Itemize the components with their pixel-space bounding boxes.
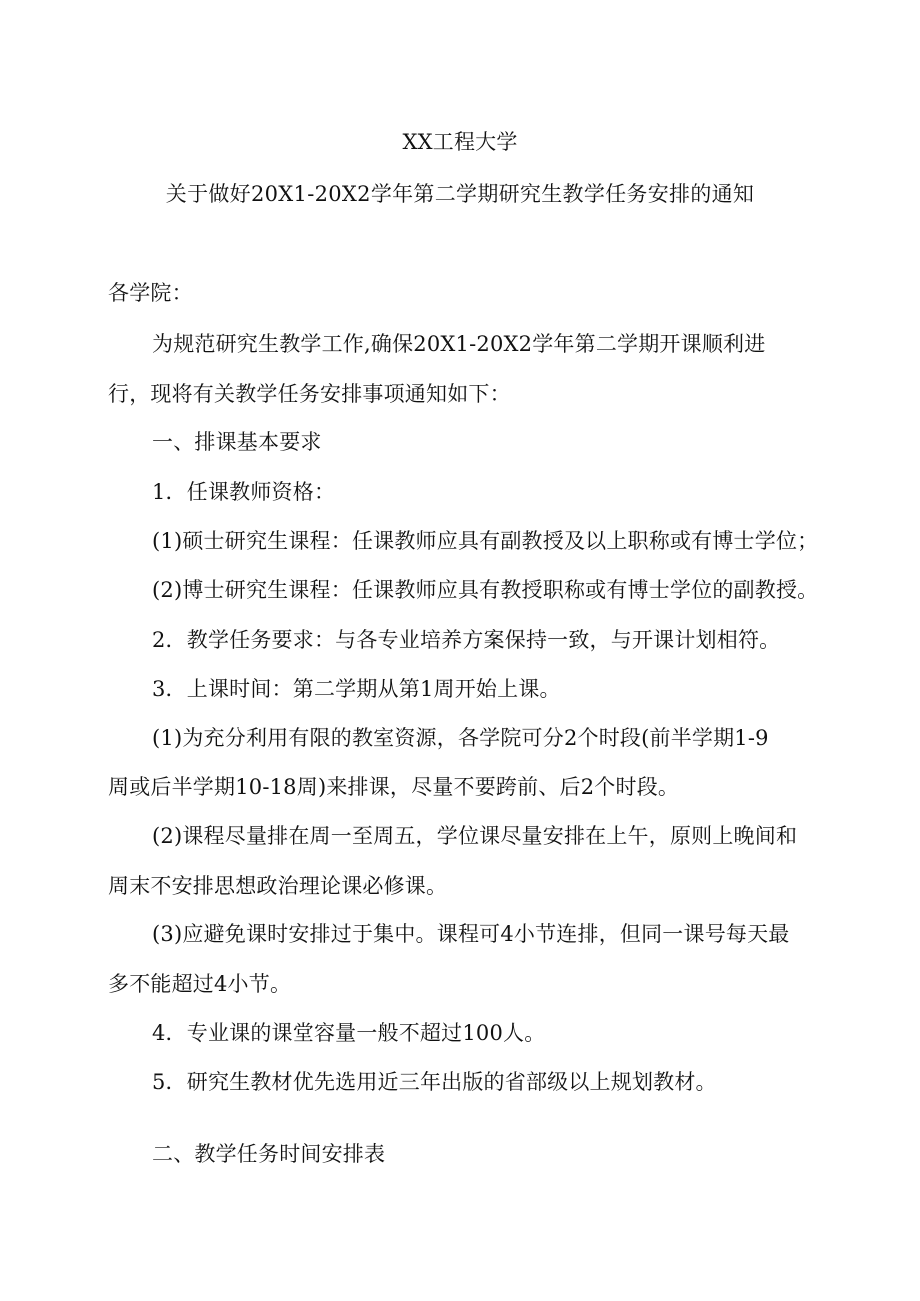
list-item-3-sub-3-line-1: (3)应避免课时安排过于集中。课程可4小节连排，但同一课号每天最	[152, 922, 790, 946]
document-title: XX工程大学	[402, 130, 518, 154]
list-item-4: 4．专业课的课堂容量一般不超过100人。	[152, 1021, 546, 1045]
list-item-3-sub-2-line-1: (2)课程尽量排在周一至周五，学位课尽量安排在上午，原则上晚间和	[152, 824, 798, 848]
list-item-2: 2．教学任务要求：与各专业培养方案保持一致，与开课计划相符。	[152, 628, 781, 652]
document-subtitle: 关于做好20X1-20X2学年第二学期研究生教学任务安排的通知	[165, 182, 755, 206]
list-item-1-sub-1: (1)硕士研究生课程：任课教师应具有副教授及以上职称或有博士学位；	[152, 529, 819, 553]
intro-paragraph-line-1: 为规范研究生教学工作,确保20X1-20X2学年第二学期开课顺利进	[152, 332, 766, 356]
section-1-heading: 一、排课基本要求	[152, 430, 322, 454]
list-item-1-sub-2: (2)博士研究生课程：任课教师应具有教授职称或有博士学位的副教授。	[152, 578, 819, 602]
list-item-3-sub-3-line-2: 多不能超过4小节。	[108, 972, 292, 996]
list-item-1: 1．任课教师资格：	[152, 480, 336, 504]
list-item-3-sub-1-line-2: 周或后半学期10-18周)来排课，尽量不要跨前、后2个时段。	[108, 775, 680, 799]
list-item-5: 5．研究生教材优先选用近三年出版的省部级以上规划教材。	[152, 1070, 717, 1094]
list-item-3: 3．上课时间：第二学期从第1周开始上课。	[152, 677, 561, 701]
salutation: 各学院：	[108, 281, 193, 305]
list-item-3-sub-1-line-1: (1)为充分利用有限的教室资源，各学院可分2个时段(前半学期1-9	[152, 726, 769, 750]
list-item-3-sub-2-line-2: 周末不安排思想政治理论课必修课。	[108, 874, 448, 898]
intro-paragraph-line-2: 行，现将有关教学任务安排事项通知如下：	[108, 382, 511, 406]
section-2-heading: 二、教学任务时间安排表	[152, 1142, 386, 1166]
